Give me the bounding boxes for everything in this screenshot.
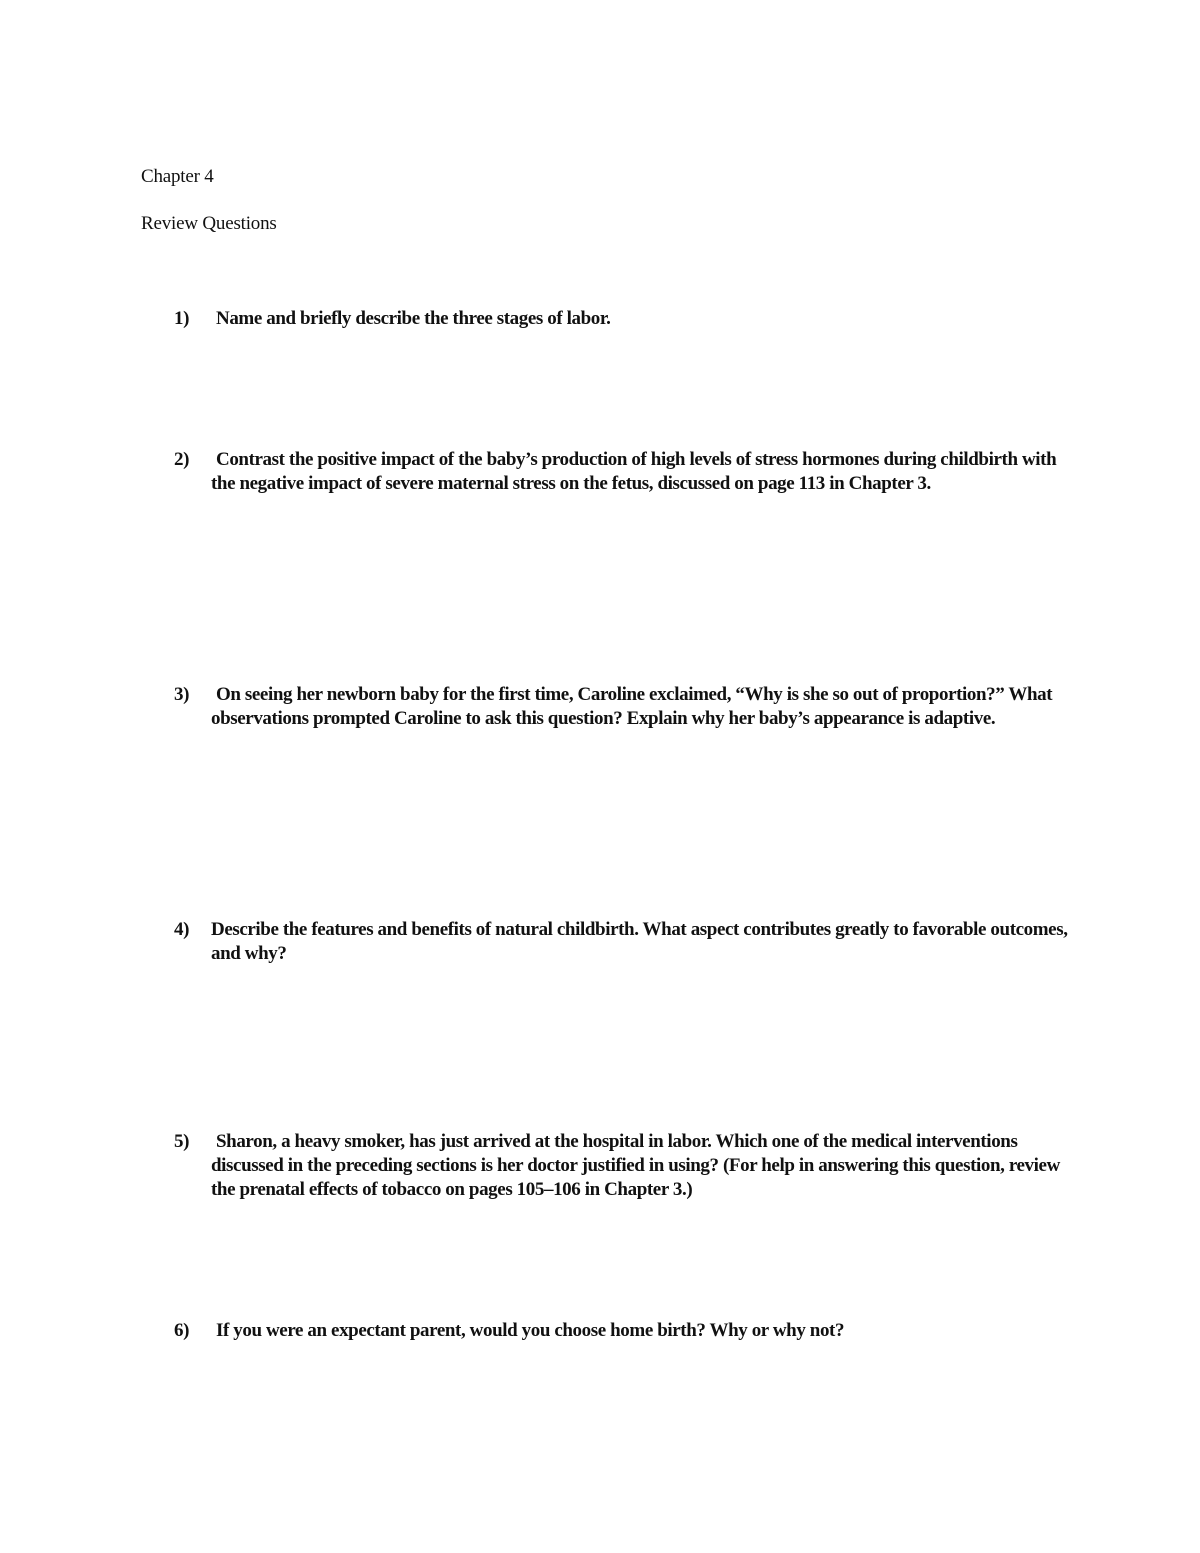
question-number: 1)	[174, 308, 190, 329]
question-text: Contrast the positive impact of the baby’s production of high levels of stress hormones during childbirth with the negative impact of severe maternal stress on the fetus, discussed on page 113 in Chapter 3.	[211, 449, 1057, 494]
question-3	[174, 683, 1074, 731]
question-5	[174, 1130, 1074, 1202]
question-text: On seeing her newborn baby for the first time, Caroline exclaimed, “Why is she so out of proportion?” What observations prompted Caroline to ask this question? Explain why her baby’s appearance is adaptive.	[211, 684, 1053, 729]
question-4	[174, 918, 1074, 966]
question-number: 6)	[174, 1320, 190, 1341]
question-1	[174, 307, 1074, 331]
question-text: Name and briefly describe the three stages of labor.	[216, 308, 611, 329]
section-title: Review Questions	[141, 213, 277, 234]
question-text: Describe the features and benefits of natural childbirth. What aspect contributes greatly to favorable outcomes, and why?	[211, 919, 1068, 964]
question-6	[174, 1319, 1074, 1343]
question-number: 3)	[174, 684, 190, 705]
question-2	[174, 448, 1074, 496]
question-number: 2)	[174, 449, 190, 470]
question-number: 4)	[174, 919, 190, 940]
question-text: Sharon, a heavy smoker, has just arrived at the hospital in labor. Which one of the medical interventions discussed in the preceding sections is her doctor justified in using? (For help in answering this question, review the prenatal effects of tobacco on pages 105–106 in Chapter 3.)	[211, 1131, 1060, 1200]
question-text: If you were an expectant parent, would you choose home birth? Why or why not?	[216, 1320, 845, 1341]
question-number: 5)	[174, 1131, 190, 1152]
chapter-title: Chapter 4	[141, 166, 214, 187]
